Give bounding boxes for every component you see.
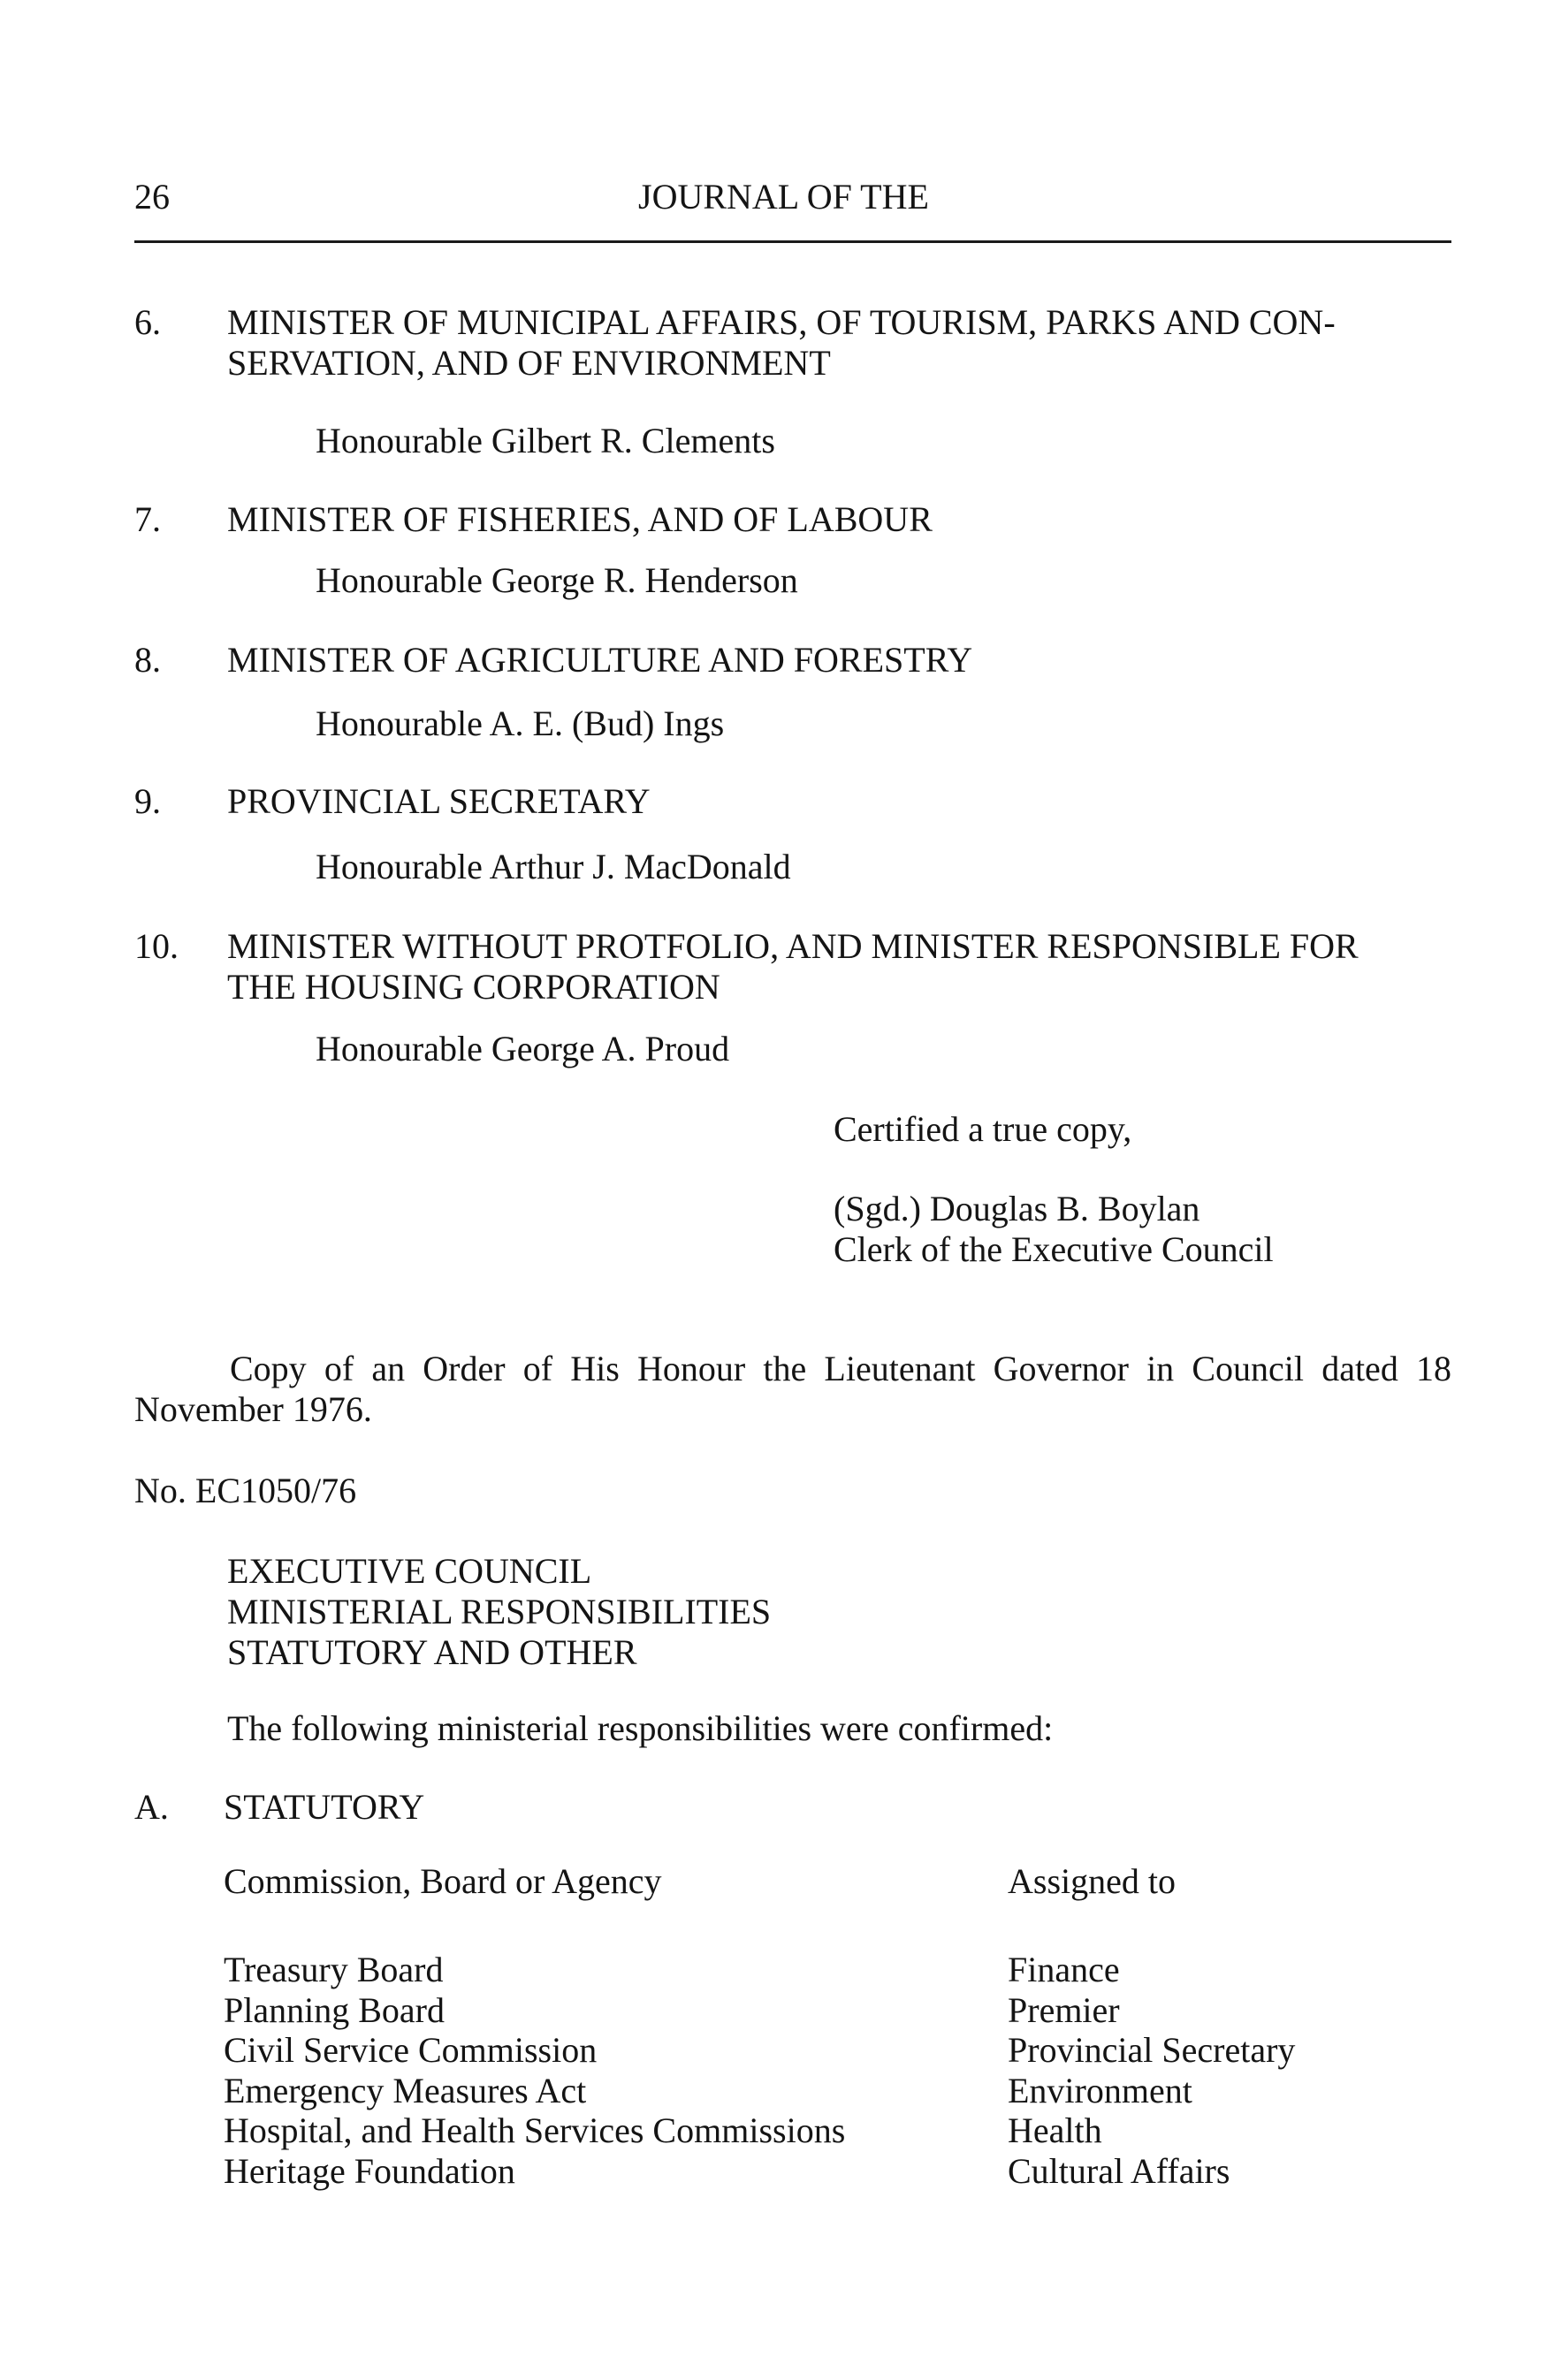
minister-8-number: 8.	[134, 640, 161, 680]
minister-10-number: 10.	[134, 926, 179, 966]
agency-cell: Emergency Measures Act	[224, 2070, 587, 2110]
clerk-title: Clerk of the Executive Council	[834, 1229, 1274, 1269]
page-number: 26	[134, 177, 170, 217]
order-heading-line-1: EXECUTIVE COUNCIL	[227, 1551, 592, 1591]
agency-cell: Planning Board	[224, 1989, 445, 2030]
column-header-agency: Commission, Board or Agency	[224, 1861, 662, 1901]
minister-9-number: 9.	[134, 781, 161, 821]
assigned-cell: Premier	[1008, 1989, 1120, 2030]
minister-8-title-line-1: MINISTER OF AGRICULTURE AND FORESTRY	[227, 640, 973, 680]
agency-cell: Treasury Board	[224, 1950, 444, 1989]
assigned-cell: Finance	[1008, 1950, 1120, 1989]
minister-6-title-line-2: SERVATION, AND OF ENVIRONMENT	[227, 343, 831, 383]
minister-9-holder: Honourable Arthur J. MacDonald	[316, 847, 791, 886]
assigned-cell: Provincial Secretary	[1008, 2030, 1296, 2070]
agency-cell: Hospital, and Health Services Commissions	[224, 2110, 846, 2150]
minister-10-holder: Honourable George A. Proud	[316, 1029, 730, 1068]
header-rule	[134, 240, 1451, 243]
minister-8-title	[227, 640, 1456, 681]
minister-7-title	[227, 499, 1456, 540]
order-paragraph-line-2: November 1976.	[134, 1389, 372, 1429]
column-header-assigned: Assigned to	[1008, 1861, 1176, 1901]
order-intro: The following ministerial responsibilities were confirmed:	[227, 1708, 1054, 1748]
minister-7-holder: Honourable George R. Henderson	[316, 560, 798, 600]
assigned-cell: Environment	[1008, 2070, 1192, 2110]
minister-7-title-line-1: MINISTER OF FISHERIES, AND OF LABOUR	[227, 499, 933, 539]
running-title: JOURNAL OF THE	[638, 177, 929, 217]
section-a-title: STATUTORY	[224, 1787, 425, 1827]
certified-true-copy: Certified a true copy,	[834, 1109, 1132, 1149]
minister-8-holder: Honourable A. E. (Bud) Ings	[316, 703, 725, 743]
minister-10-title	[227, 926, 1456, 1008]
minister-6-holder: Honourable Gilbert R. Clements	[316, 421, 775, 460]
agency-cell: Heritage Foundation	[224, 2150, 515, 2191]
minister-6-number: 6.	[134, 302, 161, 342]
minister-7-number: 7.	[134, 499, 161, 539]
agency-cell: Civil Service Commission	[224, 2030, 598, 2070]
order-heading	[227, 1551, 771, 1673]
order-paragraph	[134, 1349, 1451, 1430]
order-number: No. EC1050/76	[134, 1471, 357, 1510]
minister-6-title-line-1: MINISTER OF MUNICIPAL AFFAIRS, OF TOURISM, PARKS AND CON-	[227, 302, 1336, 342]
section-a-letter: A.	[134, 1787, 169, 1827]
order-paragraph-line-1: Copy of an Order of His Honour the Lieutenant Governor in Council dated 18	[230, 1349, 1451, 1388]
assigned-cell: Cultural Affairs	[1008, 2150, 1230, 2191]
minister-9-title-line-1: PROVINCIAL SECRETARY	[227, 781, 651, 821]
minister-10-title-line-2: THE HOUSING CORPORATION	[227, 967, 720, 1007]
minister-10-title-line-1: MINISTER WITHOUT PROTFOLIO, AND MINISTER RESPONSIBLE FOR	[227, 926, 1359, 966]
assigned-cell: Health	[1008, 2110, 1102, 2150]
order-heading-line-3: STATUTORY AND OTHER	[227, 1632, 637, 1672]
minister-6-title	[227, 302, 1456, 384]
signature-line: (Sgd.) Douglas B. Boylan	[834, 1189, 1200, 1228]
minister-9-title	[227, 781, 1456, 822]
order-heading-line-2: MINISTERIAL RESPONSIBILITIES	[227, 1592, 772, 1631]
